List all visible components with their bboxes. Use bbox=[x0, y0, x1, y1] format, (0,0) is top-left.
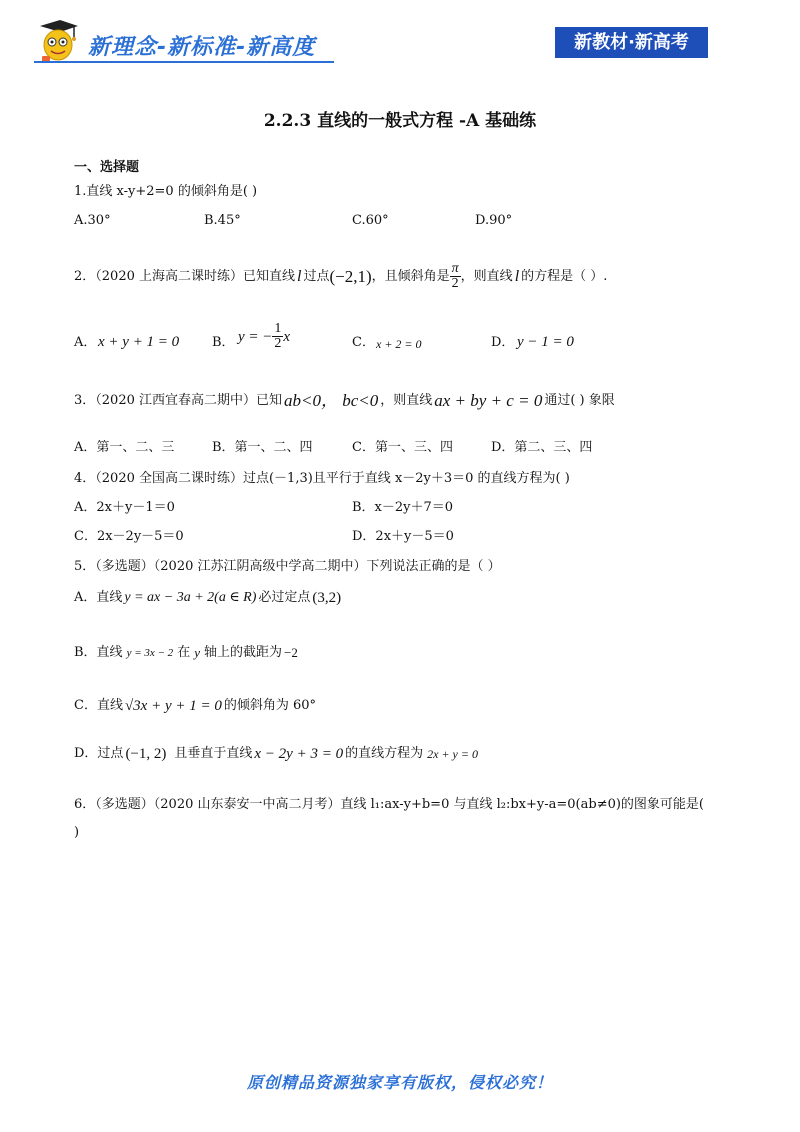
q5-a-mid: 必过定点 bbox=[258, 590, 311, 605]
q2-option-c-label: C． bbox=[352, 335, 375, 350]
q1-option-b: B.45° bbox=[204, 213, 241, 228]
document-title: 2.2.3 直线的一般式方程 -A 基础练 bbox=[263, 111, 537, 131]
q1-option-a: A.30° bbox=[74, 213, 111, 228]
q2-option-b-var: x bbox=[283, 328, 291, 345]
q3-condition: ab<0， bc<0 bbox=[284, 391, 379, 410]
q5-option-c bbox=[74, 698, 316, 714]
q2-option-a-label: A． bbox=[74, 335, 97, 350]
q3-prefix: 3．（2020 江西宜春高二期中）已知 bbox=[74, 393, 282, 408]
q3-line-equation: ax + by + c = 0 bbox=[434, 391, 543, 410]
header-badge: 新教材·新高考 bbox=[555, 27, 708, 58]
question-6-stem: 6．（多选题）（2020 山东泰安一中高二月考）直线 l₁:ax-y+b=0 与直线 l₂:bx+y-a=0(ab≠0)的图象可能是( bbox=[74, 797, 704, 812]
q2-option-d: y − 1 = 0 bbox=[517, 334, 574, 350]
q2-option-b bbox=[238, 322, 290, 351]
q5-a-prefix: A．直线 bbox=[74, 590, 123, 605]
q3-option-d: D．第二、三、四 bbox=[491, 440, 593, 455]
q2-suffix: 的方程是（ ）. bbox=[521, 268, 608, 284]
q2-option-b-num: 1 bbox=[274, 321, 282, 336]
q5-d-prefix: D．过点 bbox=[74, 746, 124, 761]
q2-frac-num: π bbox=[451, 261, 459, 276]
q4-option-b: B．x－2y＋7＝0 bbox=[352, 500, 454, 515]
q5-option-d bbox=[74, 746, 478, 762]
q5-b-mid: 在 bbox=[177, 645, 191, 660]
q5-c-equation: √3x + y + 1 = 0 bbox=[124, 698, 222, 714]
footer-copyright: 原创精品资源独家享有版权，侵权必究！ bbox=[246, 1073, 553, 1092]
question-1-stem: 1.直线 x-y+2=0 的倾斜角是( ) bbox=[74, 184, 258, 199]
q3-option-b: B．第一、二、四 bbox=[212, 440, 313, 455]
q5-a-equation: y = ax − 3a + 2(a ∈ R) bbox=[124, 590, 257, 605]
question-6-stem-cont: ) bbox=[74, 825, 80, 840]
header-divider bbox=[34, 61, 334, 63]
header-slogan: 新理念-新标准-新高度 bbox=[88, 35, 316, 60]
q2-option-b-den: 2 bbox=[274, 336, 282, 351]
q5-option-a bbox=[74, 590, 341, 606]
q5-d-equation: x − 2y + 3 = 0 bbox=[254, 746, 344, 762]
q2-option-c: x + 2 = 0 bbox=[376, 337, 422, 351]
q4-option-c: C．2x－2y－5＝0 bbox=[74, 529, 184, 544]
q5-option-b bbox=[74, 645, 298, 661]
q2-var-l: l bbox=[297, 267, 302, 285]
q5-b-mid2: 轴上的截距为 bbox=[203, 645, 282, 660]
q5-d-point: (−1, 2) bbox=[125, 746, 167, 762]
question-4-stem: 4．（2020 全国高二课时练）过点(－1,3)且平行于直线 x－2y＋3＝0 的直线方程为( ) bbox=[74, 471, 570, 486]
q1-option-d: D.90° bbox=[475, 213, 513, 228]
question-2-stem bbox=[74, 262, 607, 291]
q5-c-prefix: C．直线 bbox=[74, 698, 123, 713]
q5-b-prefix: B．直线 bbox=[74, 645, 123, 660]
q1-option-c: C.60° bbox=[352, 213, 389, 228]
q2-option-b-lhs: y = − bbox=[238, 328, 273, 345]
mascot-logo-icon bbox=[34, 18, 82, 64]
q5-c-suffix: 的倾斜角为 60° bbox=[223, 698, 317, 713]
q5-b-value: −2 bbox=[284, 645, 298, 660]
q2-option-b-label: B． bbox=[212, 335, 235, 350]
q5-b-var: y bbox=[194, 645, 200, 660]
q5-b-equation: y = 3x − 2 bbox=[126, 647, 174, 659]
q2-point: (−2,1) bbox=[329, 266, 372, 286]
q2-angle-fraction bbox=[450, 262, 461, 291]
q5-d-mid: 且垂直于直线 bbox=[174, 746, 253, 761]
q3-option-a: A．第一、二、三 bbox=[74, 440, 175, 455]
q3-mid: ，则直线 bbox=[380, 393, 433, 408]
section-heading: 一、选择题 bbox=[74, 160, 140, 175]
question-3-stem bbox=[74, 393, 615, 409]
q5-a-point: (3,2) bbox=[312, 590, 342, 606]
q2-option-b-fraction bbox=[272, 322, 283, 351]
q5-d-answer: 2x + y = 0 bbox=[427, 747, 478, 761]
q2-mid2: ，且倾斜角是 bbox=[371, 268, 450, 284]
q2-option-a: x + y + 1 = 0 bbox=[98, 334, 180, 350]
question-5-stem: 5．（多选题）（2020 江苏江阴高级中学高二期中）下列说法正确的是（ ） bbox=[74, 559, 501, 574]
q2-options bbox=[74, 322, 634, 362]
q2-var-l-2: l bbox=[514, 267, 520, 285]
q2-option-d-label: D． bbox=[491, 335, 515, 350]
q3-option-c: C．第一、三、四 bbox=[352, 440, 453, 455]
q5-d-mid2: 的直线方程为 bbox=[345, 746, 424, 761]
q4-option-a: A．2x＋y－1＝0 bbox=[74, 500, 175, 515]
q3-suffix: 通过( ) 象限 bbox=[544, 393, 615, 408]
q2-mid3: ，则直线 bbox=[460, 268, 513, 284]
q4-option-d: D．2x＋y－5＝0 bbox=[352, 529, 454, 544]
q2-prefix: 2．（2020 上海高二课时练）已知直线 bbox=[74, 268, 295, 284]
q2-mid1: 过点 bbox=[303, 268, 330, 284]
q2-frac-den: 2 bbox=[451, 276, 459, 291]
